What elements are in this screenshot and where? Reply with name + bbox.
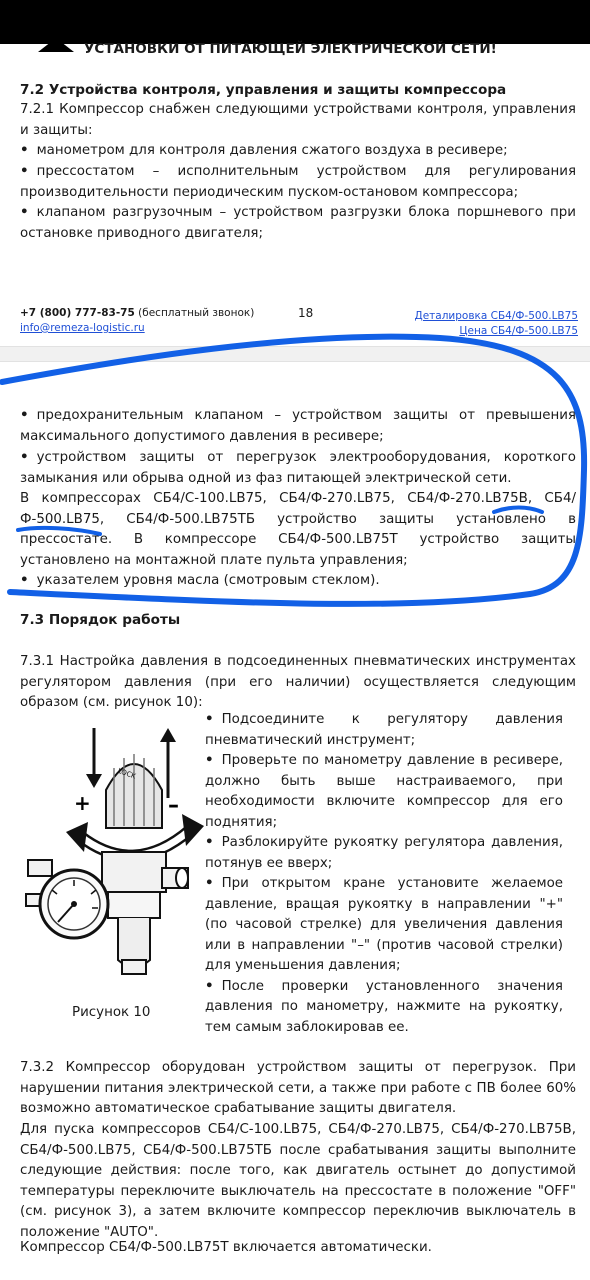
plus-label: + — [74, 791, 91, 815]
footer-phone-line — [20, 306, 254, 321]
down-arrow-icon — [86, 728, 102, 788]
minus-label: – — [168, 793, 179, 818]
figure-caption: Рисунок 10 — [72, 1005, 151, 1020]
pressure-regulator-figure — [22, 728, 218, 998]
knob-label: LOCK — [116, 766, 137, 781]
protection-paragraph: В компрессорах СБ4/С-100.LB75, СБ4/Ф-270.LB75, СБ4/Ф-270.LB75В, СБ4/Ф-500.LB75, СБ4/Ф-500.LB75ТБ устройство защиты установлено в прессостате. В компрессоре СБ4/Ф-500.LB75Т устройство защиты установлено на монтажной плате пульта управления; — [20, 491, 576, 568]
section-7-2-1-intro: 7.2.1 Компрессор снабжен следующими устройствами контроля, управления и защиты: — [20, 102, 576, 138]
list-item: • предохранительным клапаном – устройством защиты от превышения максимального допустимого давления в ресивере; — [20, 406, 576, 447]
launch-instructions-paragraph: Для пуска компрессоров СБ4/С-100.LB75, СБ4/Ф-270.LB75, СБ4/Ф-270.LB75В, СБ4/Ф-500.LB75, СБ4/Ф-500.LB75ТБ после срабатывания защиты выполните следующие действия: после того, как двигатель остынет до допустимой температуры переключите выключатель на прессостате в положение "OFF" (см. рисунок 3), а затем включите компрессор переключив выключатель в положение "AUTO". — [20, 1122, 576, 1240]
pressure-gauge-icon — [40, 870, 108, 938]
footer-email-link[interactable]: info@remeza-logistic.ru — [20, 322, 145, 334]
page-number: 18 — [298, 306, 314, 320]
list-item: • Проверьте по манометру давление в ресивере, должно быть выше настраиваемого, при необходимости включите компрессор для его поднятия; — [205, 751, 563, 833]
footer-contacts — [20, 306, 254, 336]
list-item: • Подсоедините к регулятору давления пневматический инструмент; — [205, 710, 563, 751]
warning-row — [38, 36, 578, 60]
list-item: • Разблокируйте рукоятку регулятора давления, потянув ее вверх; — [205, 833, 563, 874]
auto-start-paragraph: Компрессор СБ4/Ф-500.LB75Т включается автоматически. — [20, 1240, 432, 1255]
page-break — [0, 346, 590, 362]
list-item: • указателем уровня масла (смотровым стеклом). — [20, 571, 576, 592]
details-link[interactable]: Деталировка СБ4/Ф-500.LB75 — [414, 310, 578, 322]
regulator-knob — [106, 754, 162, 828]
section-7-3-1-paragraph: 7.3.1 Настройка давления в подсоединенных пневматических инструментах регулятором давления (при его наличии) осуществляется следующим образом (см. рисунок 10): — [20, 654, 576, 710]
list-item: • устройством защиты от перегрузок электрооборудования, короткого замыкания или обрыва одной из фаз питающей электрической сети. — [20, 448, 576, 489]
footer-phone[interactable]: +7 (800) 777-83-75 — [20, 307, 135, 319]
top-warning: УСТАНОВКИ ОТ ПИТАЮЩЕЙ ЭЛЕКТРИЧЕСКОЙ СЕТИ! — [84, 41, 497, 57]
section-7-3-heading: 7.3 Порядок работы — [20, 612, 181, 628]
section-7-2-heading: 7.2 Устройства контроля, управления и защиты компрессора — [20, 82, 507, 98]
footer-phone-note: (бесплатный звонок) — [138, 307, 255, 319]
footer-links — [414, 309, 578, 339]
warning-triangle-icon — [38, 38, 74, 52]
price-link[interactable]: Цена СБ4/Ф-500.LB75 — [459, 325, 578, 337]
list-item: • прессостатом – исполнительным устройством для регулирования производительности периодическим пуском-остановом компрессора; — [20, 162, 576, 203]
list-item: • После проверки установленного значения давления по манометру, нажмите на рукоятку, тем самым заблокировав ее. — [205, 977, 563, 1039]
regulator-steps-list — [205, 710, 563, 1038]
list-item: • При открытом кране установите желаемое давление, вращая рукоятку в направлении "+" (по часовой стрелке) для увеличения давления или в направлении "–" (против часовой стрелки) для уменьшения давления; — [205, 874, 563, 977]
list-item: • клапаном разгрузочным – устройством разгрузки блока поршневого при остановке приводного двигателя; — [20, 203, 576, 244]
section-7-3-2-paragraph: 7.3.2 Компрессор оборудован устройством защиты от перегрузок. При нарушении питания электрической сети, а также при работе с ПВ более 60% возможно автоматическое срабатывание защиты двигателя. — [20, 1060, 576, 1116]
list-item: • манометром для контроля давления сжатого воздуха в ресивере; — [20, 141, 576, 162]
up-arrow-icon — [160, 728, 176, 798]
